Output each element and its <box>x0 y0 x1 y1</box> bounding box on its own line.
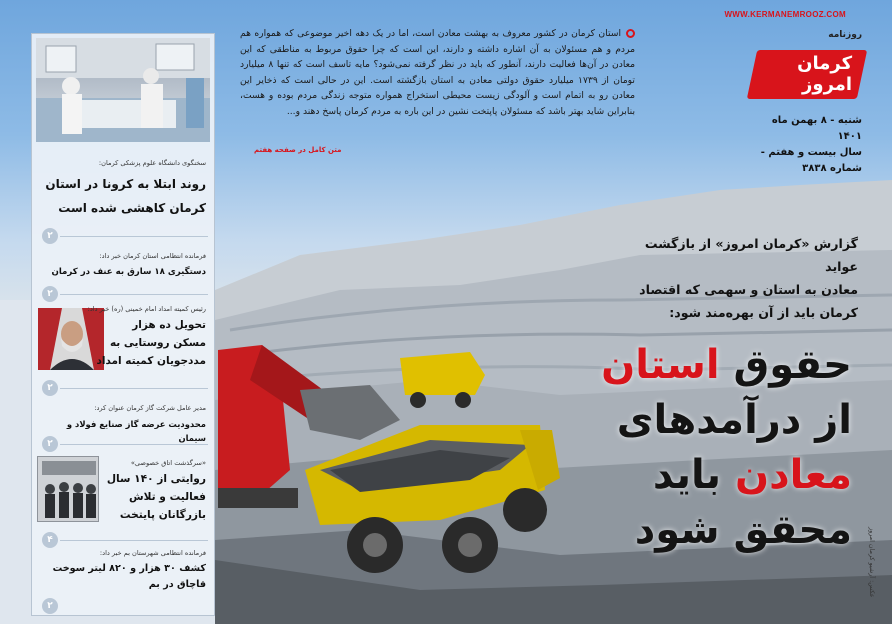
report-line: کرمان باید از آن بهره‌مند شود: <box>669 305 858 320</box>
continue-link[interactable]: متن کامل در صفحه هفتم <box>254 146 342 154</box>
masthead <box>752 30 862 177</box>
divider <box>60 236 208 237</box>
sidebar-title: تحویل ده هزار مسکن روستایی به مددجویان کمیته امداد <box>96 319 206 367</box>
news-sidebar <box>31 33 215 616</box>
sidebar-title: روند ابتلا به کرونا در استان کرمان کاهشی شده است <box>45 177 206 215</box>
rooznameh-label: روزنامه <box>828 30 862 40</box>
sidebar-kicker: رئیس کمیته امداد امام خمینی (ره) خبر داد: <box>87 305 206 313</box>
lead-paragraph <box>240 26 635 120</box>
issue-number: سال بیست و هفتم - شماره ۳۸۳۸ <box>760 147 862 174</box>
headline-line-4: محقق شود <box>634 507 852 553</box>
sidebar-title: محدودیت عرضه گاز صنایع فولاد و سیمان <box>66 419 206 443</box>
headline-line-1 <box>592 338 852 393</box>
divider <box>60 444 208 445</box>
headline-highlight: معادن <box>734 452 852 498</box>
page-number-badge: ۲ <box>42 598 58 614</box>
sidebar-kicker: فرمانده انتظامی استان کرمان خبر داد: <box>99 252 206 260</box>
portrait-photo <box>38 308 104 370</box>
historic-photo <box>37 456 99 522</box>
report-line: گزارش «کرمان امروز» از بازگشت عواید <box>644 236 858 274</box>
headline-word: حقوق <box>719 342 852 388</box>
sidebar-kicker: سخنگوی دانشگاه علوم پزشکی کرمان: <box>98 159 206 167</box>
sidebar-kicker: فرمانده انتظامی شهرستان بم خبر داد: <box>99 549 206 557</box>
page-number-badge: ۲ <box>42 380 58 396</box>
page-number-badge: ۲ <box>42 228 58 244</box>
main-headline <box>592 338 852 558</box>
issue-info <box>752 113 862 177</box>
sidebar-title: کشف ۳۰ هزار و ۸۲۰ لیتر سوخت قاچاق در بم <box>52 563 206 590</box>
sidebar-kicker: مدیر عامل شرکت گاز کرمان عنوان کرد: <box>94 404 206 412</box>
newspaper-logo <box>747 50 867 99</box>
sidebar-title: روایتی از ۱۴۰ سال فعالیت و تلاش بازرگانان پایتخت <box>106 473 206 521</box>
divider <box>60 540 208 541</box>
page-number-badge: ۲ <box>42 436 58 452</box>
photo-credit: عکس: آرشیو کرمان امروز <box>868 527 876 598</box>
headline-highlight: استان <box>601 342 720 388</box>
divider <box>60 388 208 389</box>
logo-text: کرمان امروز <box>797 53 853 95</box>
headline-line-2: از درآمدهای <box>616 397 852 443</box>
lead-text: استان کرمان در کشور معروف به بهشت معادن است، اما در یک دهه اخیر موضوعی که همواره هم مردم و هم مسئولان به آن اشاره داشته و دارند، این است که چرا حقوق مربوط به مناطقی که این معادن در آن‌ها فعالیت دارند، آنطور که باید در نظر گرفته نمی‌شود؟ مایه تاسف است که تنها ۸ میلیارد تومان از ۱۷۳۹ میلیارد حقوق دولتی معادن به استان بازگشته است. این در حالی است که ذخایر این معادن رو به اتمام است و آلودگی زیست محیطی استخراج همواره متوجه زندگی مردم بوده و هست، بنابراین شاید بهتر باشد که مسئولان پاپتخت نشین در این باره به مردم کرمان پاسخ دهند و... <box>240 28 635 117</box>
issue-date: شنبه - ۸ بهمن ماه ۱۴۰۱ <box>771 115 862 142</box>
report-line: معادن به استان و سهمی که اقتصاد <box>639 282 858 297</box>
sidebar-item[interactable] <box>38 158 206 220</box>
headline-word: باید <box>652 452 735 498</box>
sidebar-item[interactable] <box>38 403 206 445</box>
sidebar-item[interactable] <box>38 548 206 593</box>
divider <box>60 294 208 295</box>
sidebar-item[interactable] <box>38 251 206 279</box>
sidebar-item[interactable] <box>87 304 206 370</box>
sidebar-kicker: «سرگذشت اتاق خصوصی» <box>130 459 206 467</box>
page-number-badge: ۲ <box>42 286 58 302</box>
headline-line-3 <box>592 448 852 503</box>
site-url[interactable]: WWW.KERMANEMROOZ.COM <box>724 10 846 19</box>
sidebar-title: دستگیری ۱۸ سارق به عنف در کرمان <box>51 267 206 277</box>
page-number-badge: ۴ <box>42 532 58 548</box>
sidebar-item[interactable] <box>98 458 206 524</box>
hospital-photo <box>36 38 210 142</box>
report-kicker <box>608 232 858 324</box>
bullet-circle-icon <box>626 29 635 38</box>
